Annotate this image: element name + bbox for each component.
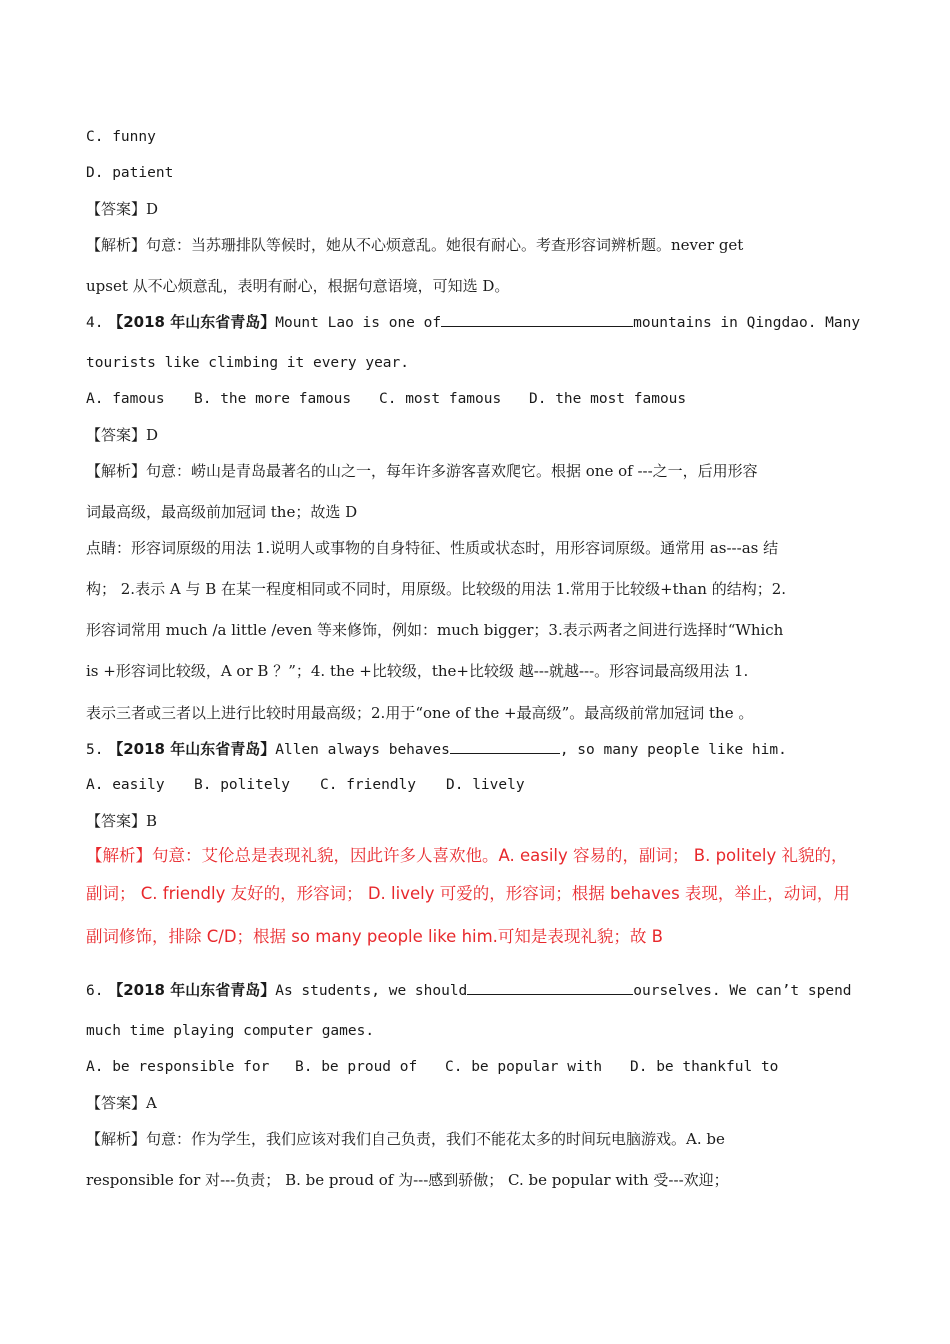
tip-line3: 形容词常用 much /a little /even 等来修饰，例如：much bigger；3.表示两者之间进行选择时“Which: [86, 621, 784, 639]
q6-number: 6.: [86, 983, 104, 999]
question-5: [86, 739, 787, 760]
tip-line1: 点睛：形容词原级的用法 1.说明人或事物的自身特征、性质或状态时，用形容词原级。通常用 as---as 结: [86, 539, 779, 557]
q5-option-b: B. politely: [194, 777, 291, 793]
option-c-funny: C. funny: [86, 129, 156, 145]
analysis-q5-line1: 【解析】句意：艾伦总是表现礼貌，因此许多人喜欢他。A. easily 容易的，副词； B. politely 礼貌的，: [86, 846, 848, 865]
q6-option-c: C. be popular with: [445, 1059, 603, 1075]
analysis-q5-line3: 副词修饰，排除 C/D；根据 so many people like him.可知是表现礼貌；故 B: [86, 927, 663, 946]
q6-blank: [467, 980, 633, 995]
q4-text-b: mountains in Qingdao. Many: [633, 315, 861, 331]
option-d-patient: D. patient: [86, 165, 174, 181]
q5-source: 【2018 年山东省青岛】: [108, 740, 276, 758]
q4-source: 【2018 年山东省青岛】: [108, 313, 276, 331]
answer-q3: 【答案】D: [86, 200, 159, 218]
q5-text-b: , so many people like him.: [559, 742, 787, 758]
q5-option-d: D. lively: [446, 777, 525, 793]
analysis-q3-line2: upset 从不心烦意乱，表明有耐心，根据句意语境，可知选 D。: [86, 277, 510, 295]
q6-text-a: As students, we should: [275, 983, 468, 999]
q6-option-a: A. be responsible for: [86, 1059, 270, 1075]
analysis-q3-line1: 【解析】句意：当苏珊排队等候时，她从不心烦意乱。她很有耐心。考查形容词辨析题。never get: [86, 236, 744, 254]
q5-options: [86, 775, 525, 795]
q4-number: 4.: [86, 315, 104, 331]
q4-blank: [441, 312, 633, 327]
analysis-q5-line2: 副词； C. friendly 友好的，形容词； D. lively 可爱的，形容词；根据 behaves 表现，举止，动词，用: [86, 884, 850, 903]
q6-option-d: D. be thankful to: [630, 1059, 779, 1075]
q6-text-b: ourselves. We can’t spend: [633, 983, 852, 999]
tip-line4: is +形容词比较级，A or B ？”；4. the +比较级，the+比较级 越---就越---。形容词最高级用法 1.: [86, 662, 749, 680]
q4-option-a: A. famous: [86, 391, 165, 407]
analysis-q6-line2: responsible for 对---负责； B. be proud of 为---感到骄傲； C. be popular with 受---欢迎；: [86, 1171, 729, 1189]
q5-option-a: A. easily: [86, 777, 165, 793]
q6-line2: much time playing computer games.: [86, 1023, 375, 1039]
q6-source: 【2018 年山东省青岛】: [108, 981, 276, 999]
q4-option-d: D. the most famous: [529, 391, 687, 407]
q5-text-a: Allen always behaves: [275, 742, 450, 758]
q6-options: [86, 1057, 778, 1077]
analysis-q4-line2: 词最高级，最高级前加冠词 the；故选 D: [86, 503, 358, 521]
q4-option-b: B. the more famous: [194, 391, 352, 407]
q6-option-b: B. be proud of: [295, 1059, 418, 1075]
tip-line2: 构； 2.表示 A 与 B 在某一程度相同或不同时，用原级。比较级的用法 1.常用于比较级+than 的结构；2.: [86, 580, 787, 598]
q4-options: [86, 389, 686, 409]
analysis-q4-line1: 【解析】句意：崂山是青岛最著名的山之一，每年许多游客喜欢爬它。根据 one of ---之一，后用形容: [86, 462, 758, 480]
q5-option-c: C. friendly: [320, 777, 417, 793]
q4-text-a: Mount Lao is one of: [275, 315, 442, 331]
answer-q5: 【答案】B: [86, 812, 158, 830]
answer-q4: 【答案】D: [86, 426, 159, 444]
q5-blank: [450, 739, 560, 754]
q4-line2: tourists like climbing it every year.: [86, 355, 410, 371]
question-6: [86, 980, 852, 1001]
analysis-q6-line1: 【解析】句意：作为学生，我们应该对我们自己负责，我们不能花太多的时间玩电脑游戏。A. be: [86, 1130, 725, 1148]
q5-number: 5.: [86, 742, 104, 758]
answer-q6: 【答案】A: [86, 1094, 157, 1112]
question-4: [86, 312, 860, 333]
q4-option-c: C. most famous: [379, 391, 502, 407]
tip-line5: 表示三者或三者以上进行比较时用最高级；2.用于“one of the +最高级”。最高级前常加冠词 the 。: [86, 704, 754, 722]
